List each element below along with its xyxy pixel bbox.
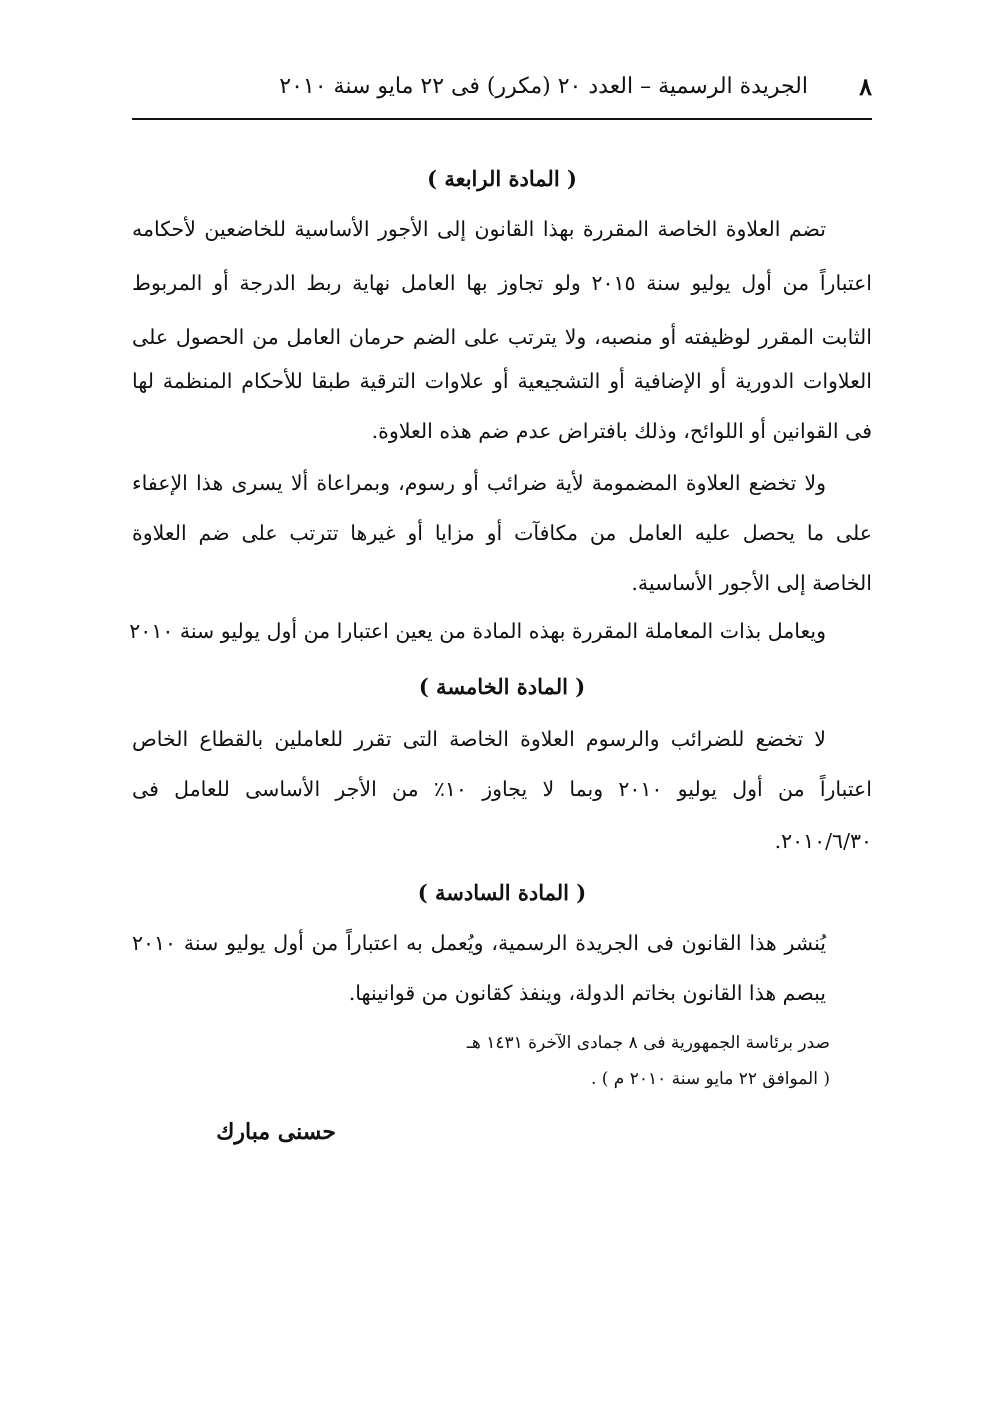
running-title: الجريدة الرسمية – العدد ٢٠ (مكرر) فى ٢٢ مايو سنة ٢٠١٠ <box>279 73 808 99</box>
article-5-para-1-line-3: ٢٠١٠/٦/٣٠. <box>774 829 872 853</box>
issuance-date-hijri: صدر برئاسة الجمهورية فى ٨ جمادى الآخرة ١٤٣١ هـ <box>466 1033 830 1053</box>
article-4-para-2-line-3: الخاصة إلى الأجور الأساسية. <box>631 571 872 595</box>
header-divider <box>132 118 872 120</box>
article-5-para-1-line-1: لا تخضع للضرائب والرسوم العلاوة الخاصة التى تقرر للعاملين بالقطاع الخاص <box>132 727 826 751</box>
article-4-para-1-line-2: اعتباراً من أول يوليو سنة ٢٠١٥ ولو تجاوز بها العامل نهاية ربط الدرجة أو المربوط <box>132 271 872 295</box>
article-6-para-2: يبصم هذا القانون بخاتم الدولة، وينفذ كقانون من قوانينها. <box>348 981 826 1005</box>
article-4-para-2-line-2: على ما يحصل عليه العامل من مكافآت أو مزايا أو غيرها تترتب على ضم العلاوة <box>132 521 872 545</box>
article-4-para-1-line-1: تضم العلاوة الخاصة المقررة بهذا القانون إلى الأجور الأساسية للخاضعين لأحكامه <box>132 217 826 241</box>
article-5-heading: ( المادة الخامسة ) <box>418 674 586 699</box>
article-4-heading: ( المادة الرابعة ) <box>427 166 577 191</box>
article-4-para-1-line-3: الثابت المقرر لوظيفته أو منصبه، ولا يترتب على الضم حرمان العامل من الحصول على <box>132 325 872 349</box>
article-6-heading: ( المادة السادسة ) <box>417 880 587 905</box>
article-4-para-3: ويعامل بذات المعاملة المقررة بهذه المادة من يعين اعتبارا من أول يوليو سنة ٢٠١٠ <box>129 619 826 643</box>
page-number: ٨ <box>859 71 872 101</box>
article-4-para-1-line-5: فى القوانين أو اللوائح، وذلك بافتراض عدم ضم هذه العلاوة. <box>371 419 872 443</box>
page-header <box>132 64 872 108</box>
article-5-para-1-line-2: اعتباراً من أول يوليو ٢٠١٠ وبما لا يجاوز ١٠٪ من الأجر الأساسى للعامل فى <box>132 777 872 801</box>
signature-name: حسنى مبارك <box>216 1119 336 1145</box>
article-4-para-2-line-1: ولا تخضع العلاوة المضمومة لأية ضرائب أو رسوم، وبمراعاة ألا يسرى هذا الإعفاء <box>132 471 826 495</box>
article-4-para-1-line-4: العلاوات الدورية أو الإضافية أو التشجيعية أو علاوات الترقية طبقا للأحكام المنظمة لها <box>132 369 872 393</box>
article-6-para-1: يُنشر هذا القانون فى الجريدة الرسمية، ويُعمل به اعتباراً من أول يوليو سنة ٢٠١٠ <box>132 931 826 955</box>
issuance-date-gregorian: ( الموافق ٢٢ مايو سنة ٢٠١٠ م ) . <box>590 1069 830 1089</box>
